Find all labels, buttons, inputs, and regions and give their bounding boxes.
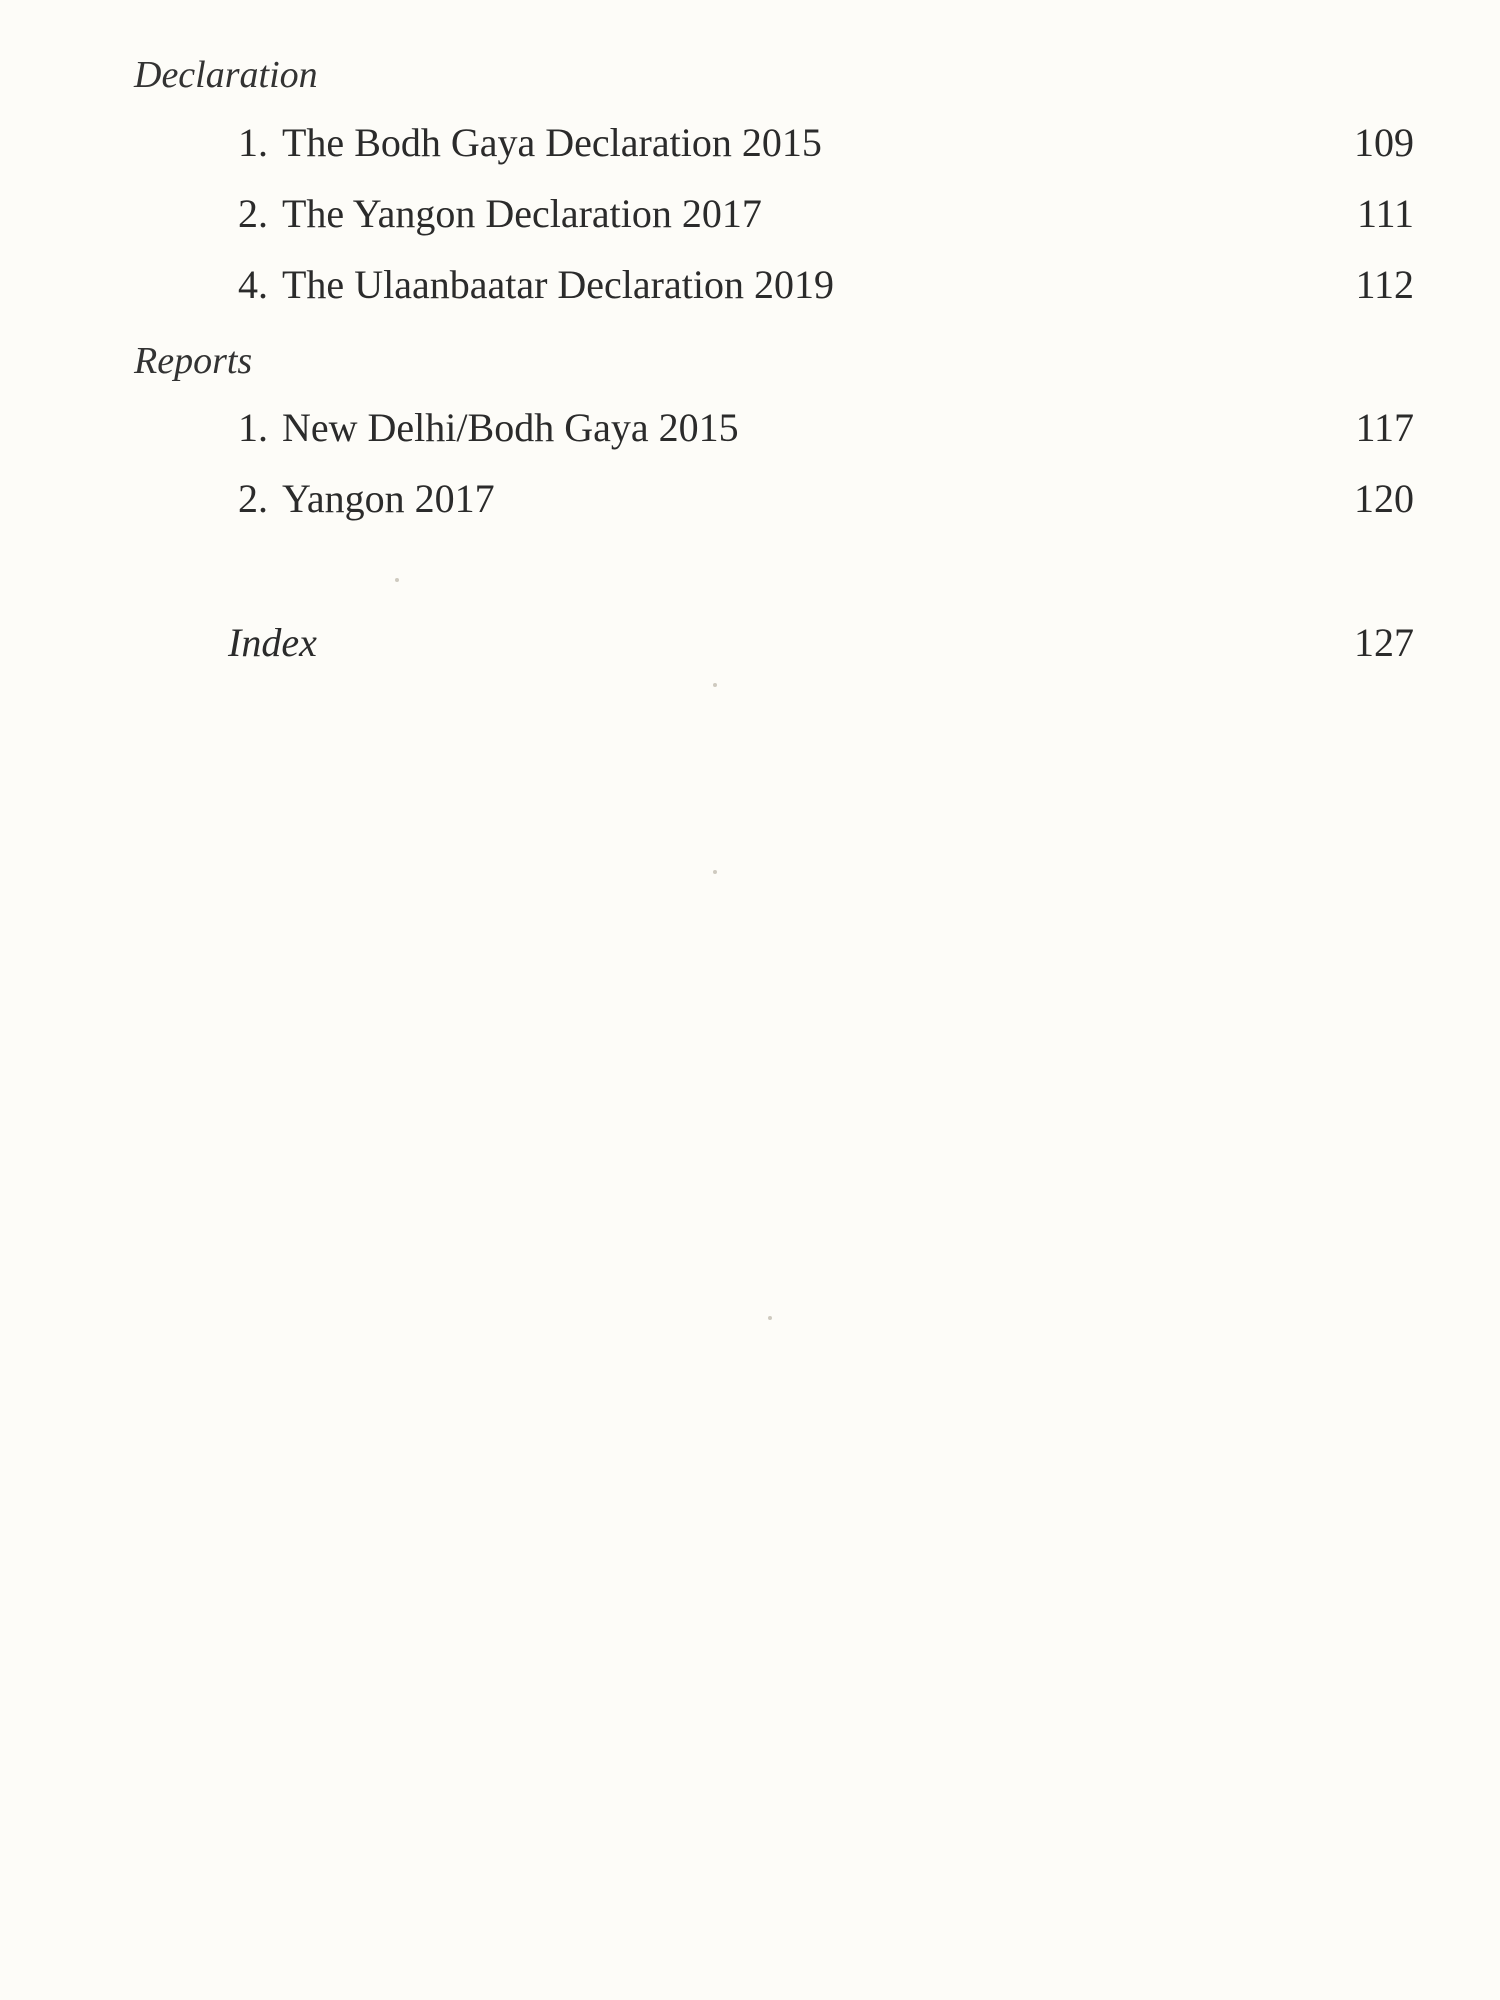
toc-entry-number: 4. (238, 262, 268, 307)
toc-entry-page-number: 109 (1354, 120, 1414, 165)
toc-entry (228, 118, 1414, 168)
toc-entry (228, 260, 1414, 310)
toc-entry-number: 2. (238, 191, 268, 236)
toc-entry-title: The Yangon Declaration 2017 (282, 191, 762, 236)
toc-entry (228, 403, 1414, 453)
section-heading-declaration: Declaration (134, 54, 318, 96)
toc-entry (228, 189, 1414, 239)
toc-entry-title: The Bodh Gaya Declaration 2015 (282, 120, 822, 165)
paper-speck (713, 870, 717, 874)
toc-entry-title: New Delhi/Bodh Gaya 2015 (282, 405, 739, 450)
toc-entry-number: 1. (238, 120, 268, 165)
toc-entry (228, 474, 1414, 524)
section-heading-reports: Reports (134, 340, 253, 382)
toc-entry-title: Yangon 2017 (282, 476, 495, 521)
toc-entry-title: The Ulaanbaatar Declaration 2019 (282, 262, 834, 307)
toc-entry-page-number: 117 (1355, 405, 1414, 450)
toc-entry-page-number: 112 (1355, 262, 1414, 307)
toc-entry-number: 2. (238, 476, 268, 521)
paper-speck (713, 683, 717, 687)
toc-entry-number: 1. (238, 405, 268, 450)
index-label: Index (228, 620, 317, 665)
toc-entry-page-number: 111 (1356, 191, 1414, 236)
toc-entry-index (228, 618, 1414, 668)
paper-speck (395, 578, 399, 582)
toc-entry-page-number: 120 (1354, 476, 1414, 521)
paper-speck (768, 1316, 772, 1320)
index-page-number: 127 (1354, 620, 1414, 665)
